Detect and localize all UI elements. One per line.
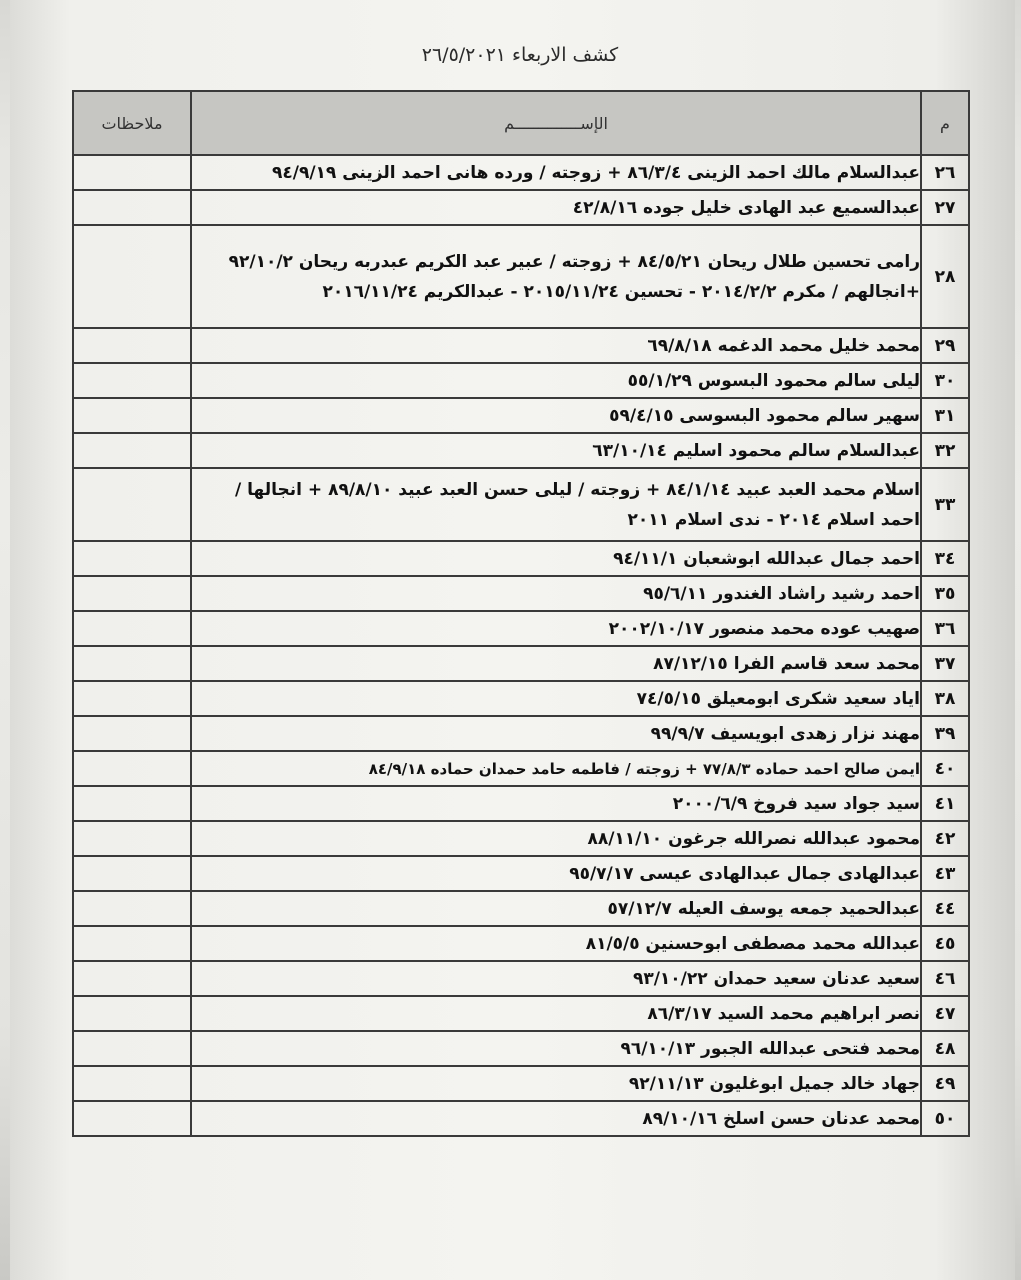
table-row <box>73 611 969 646</box>
table-row <box>73 155 969 190</box>
table-row <box>73 433 969 468</box>
row-number: ٣٨ <box>921 681 969 716</box>
row-number: ٤١ <box>921 786 969 821</box>
paper-sheet <box>10 0 1015 1280</box>
row-number: ٤٧ <box>921 996 969 1031</box>
names-table <box>72 90 970 1137</box>
table-row <box>73 716 969 751</box>
table-row <box>73 576 969 611</box>
row-notes <box>73 961 191 996</box>
row-name: سيد جواد سيد فروخ ٢٠٠٠/٦/٩ <box>191 786 921 821</box>
row-notes <box>73 611 191 646</box>
row-name: محمد عدنان حسن اسلخ ٨٩/١٠/١٦ <box>191 1101 921 1136</box>
row-number: ٣٦ <box>921 611 969 646</box>
row-name: عبدالحميد جمعه يوسف العيله ٥٧/١٢/٧ <box>191 891 921 926</box>
row-notes <box>73 751 191 786</box>
table-row <box>73 821 969 856</box>
row-number: ٤٦ <box>921 961 969 996</box>
row-notes <box>73 468 191 541</box>
table-row <box>73 996 969 1031</box>
row-number: ٢٩ <box>921 328 969 363</box>
table-row <box>73 856 969 891</box>
row-notes <box>73 225 191 328</box>
header-name-label: الإســــــــــــــم <box>504 113 608 133</box>
table-row <box>73 363 969 398</box>
row-number: ٤٠ <box>921 751 969 786</box>
row-number: ٣٤ <box>921 541 969 576</box>
table-row <box>73 751 969 786</box>
row-name: رامى تحسين طلال ريحان ٨٤/٥/٢١ + زوجته / عبير عبد الكريم عبدربه ريحان ٩٢/١٠/٢ +انجالهم / مكرم ٢٠١٤/٢/٢ - تحسين ٢٠١٥/١١/٢٤ - عبدالكريم ٢٠١٦/١١/٢٤ <box>191 225 921 328</box>
row-number: ٢٦ <box>921 155 969 190</box>
row-notes <box>73 996 191 1031</box>
row-number: ٤٨ <box>921 1031 969 1066</box>
row-number: ٣١ <box>921 398 969 433</box>
row-notes <box>73 1066 191 1101</box>
row-number: ٣٠ <box>921 363 969 398</box>
table-row <box>73 786 969 821</box>
table-row <box>73 541 969 576</box>
row-name: عبدالهادى جمال عبدالهادى عيسى ٩٥/٧/١٧ <box>191 856 921 891</box>
header-number: م <box>921 91 969 155</box>
row-number: ٣٧ <box>921 646 969 681</box>
row-notes <box>73 1101 191 1136</box>
header-name <box>191 91 921 155</box>
table-row <box>73 891 969 926</box>
row-notes <box>73 433 191 468</box>
row-notes <box>73 891 191 926</box>
row-number: ٤٢ <box>921 821 969 856</box>
table-row <box>73 1031 969 1066</box>
table-row <box>73 681 969 716</box>
row-notes <box>73 681 191 716</box>
row-number: ٣٣ <box>921 468 969 541</box>
row-number: ٤٩ <box>921 1066 969 1101</box>
row-notes <box>73 576 191 611</box>
row-number: ٢٨ <box>921 225 969 328</box>
row-name: عبدالسلام مالك احمد الزينى ٨٦/٣/٤ + زوجته / ورده هانى احمد الزينى ٩٤/٩/١٩ <box>191 155 921 190</box>
row-notes <box>73 328 191 363</box>
page-title: كشف الاربعاء ٢٦/٥/٢٠٢١ <box>421 44 619 66</box>
row-name: محمد سعد قاسم الفرا ٨٧/١٢/١٥ <box>191 646 921 681</box>
row-name: عبدالسلام سالم محمود اسليم ٦٣/١٠/١٤ <box>191 433 921 468</box>
row-name: جهاد خالد جميل ابوغليون ٩٢/١١/١٣ <box>191 1066 921 1101</box>
row-number: ٤٤ <box>921 891 969 926</box>
row-name: ليلى سالم محمود البسوس ٥٥/١/٢٩ <box>191 363 921 398</box>
row-number: ٣٥ <box>921 576 969 611</box>
row-name: محمود عبدالله نصرالله جرغون ٨٨/١١/١٠ <box>191 821 921 856</box>
row-notes <box>73 541 191 576</box>
row-number: ٣٩ <box>921 716 969 751</box>
table-row <box>73 398 969 433</box>
row-name: محمد فتحى عبدالله الجبور ٩٦/١٠/١٣ <box>191 1031 921 1066</box>
table-header-row <box>73 91 969 155</box>
row-notes <box>73 646 191 681</box>
row-notes <box>73 190 191 225</box>
row-notes <box>73 363 191 398</box>
header-notes: ملاحظات <box>73 91 191 155</box>
row-number: ٤٥ <box>921 926 969 961</box>
row-name: اياد سعيد شكرى ابومعيلق ٧٤/٥/١٥ <box>191 681 921 716</box>
row-name: عبدالسميع عبد الهادى خليل جوده ٤٢/٨/١٦ <box>191 190 921 225</box>
row-notes <box>73 398 191 433</box>
row-number: ٣٢ <box>921 433 969 468</box>
row-notes <box>73 926 191 961</box>
row-number: ٥٠ <box>921 1101 969 1136</box>
table-row <box>73 1066 969 1101</box>
row-number: ٢٧ <box>921 190 969 225</box>
row-name: نصر ابراهيم محمد السيد ٨٦/٣/١٧ <box>191 996 921 1031</box>
row-number: ٤٣ <box>921 856 969 891</box>
row-notes <box>73 856 191 891</box>
table-row <box>73 190 969 225</box>
table-row <box>73 926 969 961</box>
row-name: سهير سالم محمود البسوسى ٥٩/٤/١٥ <box>191 398 921 433</box>
table-row <box>73 961 969 996</box>
row-name: صهيب عوده محمد منصور ٢٠٠٢/١٠/١٧ <box>191 611 921 646</box>
row-notes <box>73 821 191 856</box>
table-row <box>73 1101 969 1136</box>
row-name: احمد جمال عبدالله ابوشعبان ٩٤/١١/١ <box>191 541 921 576</box>
table-row <box>73 225 969 328</box>
row-notes <box>73 786 191 821</box>
row-notes <box>73 155 191 190</box>
row-name: مهند نزار زهدى ابويسيف ٩٩/٩/٧ <box>191 716 921 751</box>
table-row <box>73 328 969 363</box>
row-notes <box>73 716 191 751</box>
row-name: محمد خليل محمد الدغمه ٦٩/٨/١٨ <box>191 328 921 363</box>
row-name: احمد رشيد راشاد الغندور ٩٥/٦/١١ <box>191 576 921 611</box>
row-name: ايمن صالح احمد حماده ٧٧/٨/٣ + زوجته / فاطمه حامد حمدان حماده ٨٤/٩/١٨ <box>191 751 921 786</box>
row-name: عبدالله محمد مصطفى ابوحسنين ٨١/٥/٥ <box>191 926 921 961</box>
table-row <box>73 468 969 541</box>
table-row <box>73 646 969 681</box>
row-name: سعيد عدنان سعيد حمدان ٩٣/١٠/٢٢ <box>191 961 921 996</box>
row-name: اسلام محمد العبد عبيد ٨٤/١/١٤ + زوجته / ليلى حسن العبد عبيد ٨٩/٨/١٠ + انجالها / احمد اسلام ٢٠١٤ - ندى اسلام ٢٠١١ <box>191 468 921 541</box>
row-notes <box>73 1031 191 1066</box>
